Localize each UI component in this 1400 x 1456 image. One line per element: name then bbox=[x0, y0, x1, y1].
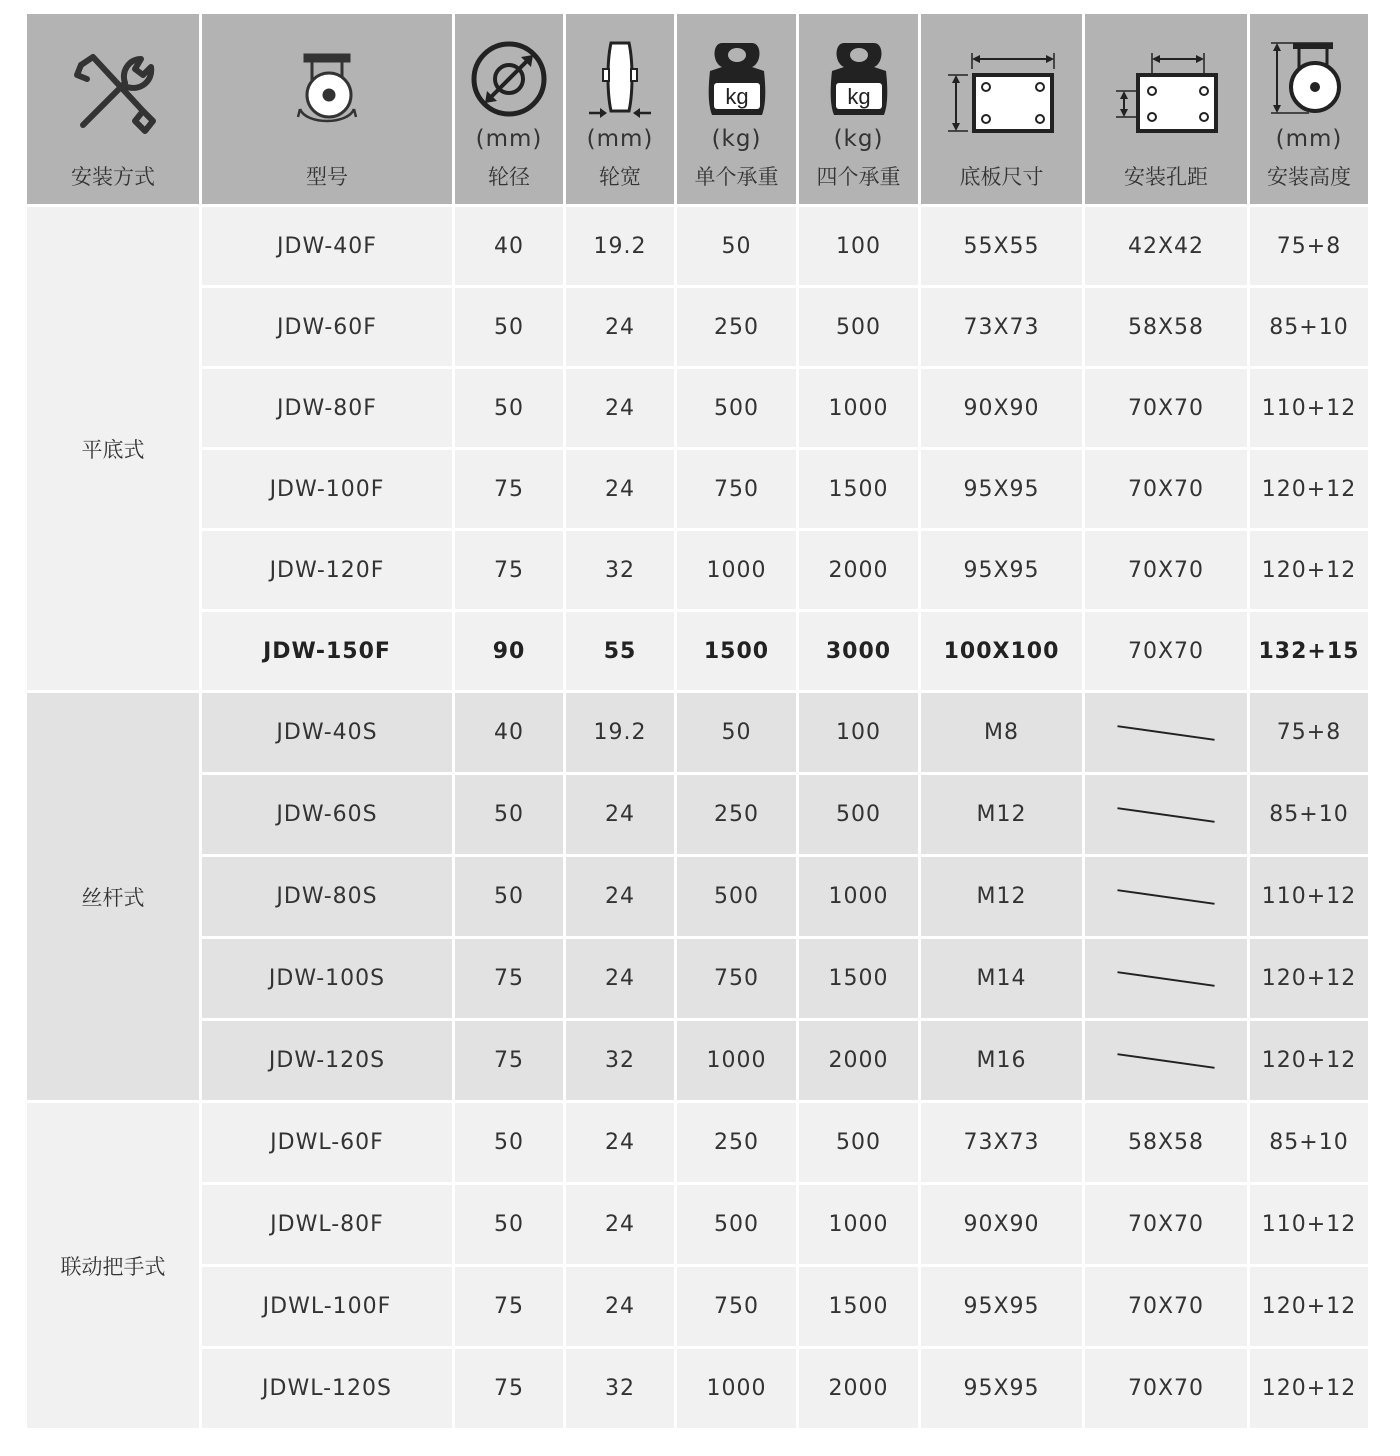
cell-holes-empty bbox=[1085, 693, 1247, 772]
cell-load-four: 1500 bbox=[799, 1267, 918, 1346]
cell-width: 24 bbox=[566, 1267, 674, 1346]
cell-load-four: 100 bbox=[799, 693, 918, 772]
header-label: 轮宽 bbox=[599, 165, 641, 189]
group-flat-base: 平底式 bbox=[27, 207, 199, 690]
cell-plate: 100X100 bbox=[921, 612, 1082, 690]
cell-model: JDWL-80F bbox=[202, 1185, 452, 1264]
cell-plate: 90X90 bbox=[921, 369, 1082, 447]
cell-height: 120+12 bbox=[1250, 939, 1368, 1018]
header-model bbox=[202, 14, 452, 204]
header-four-load bbox=[799, 14, 918, 204]
cell-holes: 70X70 bbox=[1085, 1349, 1247, 1428]
cell-load-single: 250 bbox=[677, 288, 796, 366]
cell-width: 24 bbox=[566, 939, 674, 1018]
cell-plate: 95X95 bbox=[921, 1267, 1082, 1346]
cell-holes: 70X70 bbox=[1085, 531, 1247, 609]
header-unit: (mm) bbox=[475, 126, 543, 152]
not-applicable-line bbox=[1117, 725, 1214, 741]
cell-diameter: 75 bbox=[455, 1267, 563, 1346]
cell-diameter: 75 bbox=[455, 1349, 563, 1428]
cell-width: 24 bbox=[566, 1103, 674, 1182]
cell-plate: M8 bbox=[921, 693, 1082, 772]
header-unit: (mm) bbox=[1275, 126, 1343, 152]
mount-height-icon bbox=[1269, 39, 1349, 119]
cell-diameter: 50 bbox=[455, 288, 563, 366]
cell-width: 24 bbox=[566, 1185, 674, 1264]
cell-load-single: 1000 bbox=[677, 531, 796, 609]
cell-plate: 90X90 bbox=[921, 1185, 1082, 1264]
header-label: 轮径 bbox=[488, 165, 530, 189]
tools-icon bbox=[65, 45, 161, 141]
header-label: 型号 bbox=[306, 165, 348, 189]
cell-width: 55 bbox=[566, 612, 674, 690]
cell-holes: 70X70 bbox=[1085, 1267, 1247, 1346]
cell-height: 85+10 bbox=[1250, 775, 1368, 854]
header-unit: (mm) bbox=[586, 126, 654, 152]
spec-table bbox=[27, 14, 1364, 1428]
group-linked-handle: 联动把手式 bbox=[27, 1103, 199, 1428]
cell-plate: 95X95 bbox=[921, 531, 1082, 609]
cell-load-four: 1000 bbox=[799, 1185, 918, 1264]
header-mount-height bbox=[1250, 14, 1368, 204]
cell-plate: 95X95 bbox=[921, 1349, 1082, 1428]
cell-plate: 95X95 bbox=[921, 450, 1082, 528]
cell-diameter: 75 bbox=[455, 531, 563, 609]
cell-load-single: 50 bbox=[677, 693, 796, 772]
cell-holes-empty bbox=[1085, 939, 1247, 1018]
header-unit: (kg) bbox=[833, 126, 884, 152]
header-diameter bbox=[455, 14, 563, 204]
header-unit: (kg) bbox=[711, 126, 762, 152]
header-label: 单个承重 bbox=[694, 165, 779, 189]
cell-load-single: 1500 bbox=[677, 612, 796, 690]
cell-holes: 70X70 bbox=[1085, 612, 1247, 690]
cell-holes: 58X58 bbox=[1085, 288, 1247, 366]
cell-holes-empty bbox=[1085, 857, 1247, 936]
cell-diameter: 90 bbox=[455, 612, 563, 690]
cell-diameter: 75 bbox=[455, 1021, 563, 1100]
not-applicable-line bbox=[1117, 807, 1214, 823]
cell-height: 110+12 bbox=[1250, 369, 1368, 447]
caster-rotate-icon bbox=[292, 53, 362, 133]
cell-model: JDW-120S bbox=[202, 1021, 452, 1100]
cell-width: 32 bbox=[566, 1021, 674, 1100]
cell-load-four: 500 bbox=[799, 775, 918, 854]
cell-height: 120+12 bbox=[1250, 1021, 1368, 1100]
cell-load-four: 100 bbox=[799, 207, 918, 285]
cell-load-four: 1500 bbox=[799, 939, 918, 1018]
cell-width: 24 bbox=[566, 857, 674, 936]
cell-load-single: 500 bbox=[677, 857, 796, 936]
cell-height: 120+12 bbox=[1250, 1349, 1368, 1428]
not-applicable-line bbox=[1117, 971, 1214, 987]
header-install-method bbox=[27, 14, 199, 204]
cell-load-four: 2000 bbox=[799, 1349, 918, 1428]
cell-holes: 70X70 bbox=[1085, 450, 1247, 528]
header-label: 安装方式 bbox=[71, 165, 155, 189]
cell-load-four: 500 bbox=[799, 288, 918, 366]
header-label: 安装孔距 bbox=[1124, 165, 1208, 189]
cell-model: JDW-100S bbox=[202, 939, 452, 1018]
header-label: 四个承重 bbox=[816, 165, 901, 189]
cell-height: 75+8 bbox=[1250, 693, 1368, 772]
cell-height: 85+10 bbox=[1250, 288, 1368, 366]
cell-model: JDWL-60F bbox=[202, 1103, 452, 1182]
cell-plate: 55X55 bbox=[921, 207, 1082, 285]
cell-model: JDW-40S bbox=[202, 693, 452, 772]
cell-plate: M12 bbox=[921, 857, 1082, 936]
cell-height: 120+12 bbox=[1250, 1267, 1368, 1346]
cell-load-four: 1000 bbox=[799, 369, 918, 447]
cell-width: 24 bbox=[566, 369, 674, 447]
cell-diameter: 50 bbox=[455, 369, 563, 447]
cell-model: JDW-150F bbox=[202, 612, 452, 690]
cell-diameter: 40 bbox=[455, 693, 563, 772]
cell-load-four: 2000 bbox=[799, 1021, 918, 1100]
cell-holes: 58X58 bbox=[1085, 1103, 1247, 1182]
cell-load-single: 1000 bbox=[677, 1349, 796, 1428]
cell-model: JDW-80F bbox=[202, 369, 452, 447]
cell-plate: M14 bbox=[921, 939, 1082, 1018]
cell-model: JDW-100F bbox=[202, 450, 452, 528]
cell-holes-empty bbox=[1085, 1021, 1247, 1100]
cell-height: 132+15 bbox=[1250, 612, 1368, 690]
hole-spacing-icon bbox=[1110, 51, 1222, 135]
header-wheel-width bbox=[566, 14, 674, 204]
cell-height: 85+10 bbox=[1250, 1103, 1368, 1182]
cell-plate: 73X73 bbox=[921, 1103, 1082, 1182]
cell-plate: M16 bbox=[921, 1021, 1082, 1100]
svg-text:kg: kg bbox=[846, 84, 871, 109]
cell-diameter: 75 bbox=[455, 450, 563, 528]
kg-weight-icon bbox=[704, 39, 770, 119]
cell-load-single: 500 bbox=[677, 1185, 796, 1264]
svg-text:kg: kg bbox=[724, 84, 749, 109]
cell-load-four: 1000 bbox=[799, 857, 918, 936]
cell-model: JDW-40F bbox=[202, 207, 452, 285]
cell-model: JDW-120F bbox=[202, 531, 452, 609]
cell-load-four: 1500 bbox=[799, 450, 918, 528]
header-hole-spacing bbox=[1085, 14, 1247, 204]
cell-diameter: 50 bbox=[455, 775, 563, 854]
cell-height: 110+12 bbox=[1250, 1185, 1368, 1264]
cell-height: 75+8 bbox=[1250, 207, 1368, 285]
header-plate-size bbox=[921, 14, 1082, 204]
header-label: 安装高度 bbox=[1267, 165, 1351, 189]
cell-diameter: 75 bbox=[455, 939, 563, 1018]
cell-holes: 42X42 bbox=[1085, 207, 1247, 285]
cell-width: 24 bbox=[566, 775, 674, 854]
not-applicable-line bbox=[1117, 889, 1214, 905]
cell-load-single: 1000 bbox=[677, 1021, 796, 1100]
cell-model: JDWL-120S bbox=[202, 1349, 452, 1428]
cell-model: JDWL-100F bbox=[202, 1267, 452, 1346]
cell-holes: 70X70 bbox=[1085, 1185, 1247, 1264]
header-single-load bbox=[677, 14, 796, 204]
cell-load-single: 250 bbox=[677, 1103, 796, 1182]
plate-size-icon bbox=[946, 51, 1058, 135]
cell-holes: 70X70 bbox=[1085, 369, 1247, 447]
cell-width: 19.2 bbox=[566, 693, 674, 772]
cell-height: 120+12 bbox=[1250, 450, 1368, 528]
cell-load-single: 500 bbox=[677, 369, 796, 447]
cell-width: 32 bbox=[566, 1349, 674, 1428]
kg-weight-icon bbox=[826, 39, 892, 119]
cell-width: 32 bbox=[566, 531, 674, 609]
group-screw-stem: 丝杆式 bbox=[27, 693, 199, 1100]
cell-height: 120+12 bbox=[1250, 531, 1368, 609]
cell-model: JDW-60F bbox=[202, 288, 452, 366]
cell-load-single: 750 bbox=[677, 939, 796, 1018]
cell-diameter: 50 bbox=[455, 857, 563, 936]
header-label: 底板尺寸 bbox=[959, 165, 1044, 189]
cell-diameter: 50 bbox=[455, 1185, 563, 1264]
cell-load-four: 3000 bbox=[799, 612, 918, 690]
cell-load-single: 50 bbox=[677, 207, 796, 285]
cell-plate: M12 bbox=[921, 775, 1082, 854]
diameter-icon bbox=[469, 39, 549, 119]
wheel-width-icon bbox=[585, 37, 655, 121]
cell-model: JDW-60S bbox=[202, 775, 452, 854]
cell-width: 24 bbox=[566, 288, 674, 366]
cell-model: JDW-80S bbox=[202, 857, 452, 936]
cell-load-single: 750 bbox=[677, 450, 796, 528]
cell-holes-empty bbox=[1085, 775, 1247, 854]
cell-load-single: 250 bbox=[677, 775, 796, 854]
cell-load-four: 500 bbox=[799, 1103, 918, 1182]
cell-load-four: 2000 bbox=[799, 531, 918, 609]
cell-plate: 73X73 bbox=[921, 288, 1082, 366]
cell-diameter: 40 bbox=[455, 207, 563, 285]
cell-width: 19.2 bbox=[566, 207, 674, 285]
cell-width: 24 bbox=[566, 450, 674, 528]
not-applicable-line bbox=[1117, 1053, 1214, 1069]
cell-load-single: 750 bbox=[677, 1267, 796, 1346]
cell-height: 110+12 bbox=[1250, 857, 1368, 936]
cell-diameter: 50 bbox=[455, 1103, 563, 1182]
